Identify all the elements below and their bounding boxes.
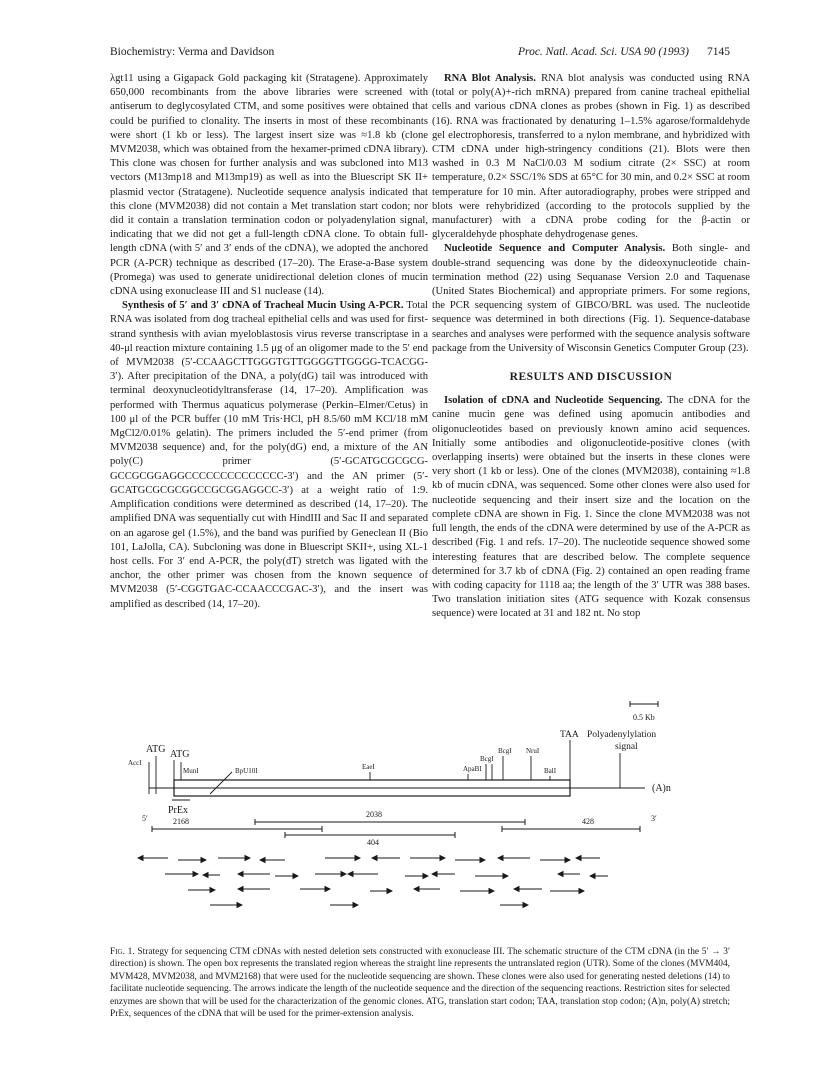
paragraph-sequence-analysis-body: Both single- and double-strand sequencing was done by the dideoxynucleotide chain-termination method (22) using Sequanase Version 2.0 and Taquenase (United States Biochemical) and appropriate primers. For some regions, the PCR sequencing system of GIBCO/BRL was used. The nucleotide sequence was determined in both directions (Fig. 1). Sequence-database searches and analyses were performed with the sequence analysis software package from the University of Wisconsin Genetics Computer Group (23). (432, 243, 750, 354)
caption-text: Strategy for sequencing CTM cDNAs with nested deletion sets constructed with exonuclease III. The schematic structure of the CTM cDNA (in the 5′ → 3′ direction) is shown. The open box represents the translated region whereas the straight line represents the untranslated region (UTR). Some of the clones (MVM404, MVM428, MVM2038, and MVM2168) that were used for the nucleotide sequencing are shown. These clones were also used for generating nested deletions (14) to facilitate nucleotide sequencing. The arrows indicate the length of the nucleotide sequence and the direction of the sequencing reactions. Restriction sites for selected enzymes are shown that will be used for the characterization of the genomic clones. ATG, translation start codon; TAA, translation stop codon; (A)n, poly(A) stretch; PrEx, sequences of the cDNA that will be used for the primer-extension analysis. (110, 947, 731, 1020)
right-column (432, 72, 750, 622)
muni-label: MunI (183, 767, 199, 775)
clone-2168-label: 2168 (173, 817, 189, 826)
bpu-label: BpU10I (235, 767, 258, 775)
cdna-map-diagram (110, 700, 730, 930)
paragraph-isolation-body: The cDNA for the canine mucin gene was defined using apomucin antibodies and oligonucleotides based on previously known amino acid sequences. Initially some antibodies and oligonucleotide-positive clones (with overlapping inserts) were obtained but the inserts in these clones were very short (1 kb or less). One of the clones (MVM2038), containing ≈1.8 kb of mucin cDNA, was sequenced. Some other clones were also used for nucleotide sequencing and their insert size and the location on the complete cDNA are shown in Fig. 1. Since the clone MVM2038 was not full length, the ends of the cDNA were determined by use of the A-PCR as described (Fig. 1 and refs. 17–20). The nucleotide sequence showed some interesting features that are described below. The complete sequence determined for 3.7 kb of cDNA (Fig. 2) contained an open reading frame with coding capacity for 1118 aa; the length of the 3′ UTR was 388 bases. Two translation initiation sites (ATG sequence with Kozak consensus sequence) were located at 31 and 182 nt. No stop (432, 395, 750, 620)
journal-name: Proc. Natl. Acad. Sci. USA 90 (1993) (518, 46, 689, 58)
atg-label-2: ATG (170, 749, 190, 760)
section-title: RESULTS AND DISCUSSION (509, 371, 673, 384)
accl-label: AccI (128, 759, 142, 767)
figure-1-caption (110, 946, 730, 1020)
bcgl-label-1: BcgI (480, 755, 494, 763)
bcgl-label-2: BcgI (498, 747, 512, 755)
eael-label: EaeI (362, 763, 375, 771)
apabl-label: ApaBI (463, 765, 482, 773)
paragraph-sequence-analysis (432, 242, 750, 356)
clone-2038-label: 2038 (366, 810, 382, 819)
page-header (110, 46, 730, 62)
paragraph-apcr (110, 299, 428, 611)
prex-label: PrEx (168, 805, 188, 816)
paragraph-isolation (432, 394, 750, 621)
run-in-heading: RNA Blot Analysis. (444, 73, 536, 84)
run-in-heading: Synthesis of 5′ and 3′ cDNA of Tracheal Mucin Using A-PCR. (122, 300, 404, 312)
five-prime-label: 5′ (142, 814, 148, 823)
clone-404-label: 404 (367, 838, 379, 847)
sequencing-arrows (138, 858, 608, 905)
paragraph-library-screening: λgt11 using a Gigapack Gold packaging kit (Stratagene). Approximately 650,000 recombinants from the above libraries were screened with antiserum to deglycosylated CTM, and some positives were obtained that could be purified to clonality. The inserts in most of these recombinants were short (1 kb or less). The largest insert size was ≈1.8 kb (clone MVM2038, which was obtained from the hexamer-primed cDNA library). This clone was chosen for further analysis and was subcloned into M13 vectors (M13mp18 and M13mp19) as well as into the Bluescript SK II+ plasmid vector (Stratagene). Nucleotide sequence analysis indicated that this clone (MVM2038) did not contain a Met translation start codon; nor did it contain a translation termination codon or polyadenylation signal, indicating that we did not get a full-length cDNA clone. To obtain full-length cDNA (with 5′ and 3′ ends of the cDNA), we adopted the anchored PCR (A-PCR) technique as described (17–20). The Erase-a-Base system (Promega) was used to generate unidirectional deletion clones of mucin cDNA using exonuclease III and S1 nuclease (14). (110, 73, 428, 298)
journal-citation (518, 46, 730, 58)
figure-1 (110, 700, 730, 930)
polya-label-2: signal (615, 742, 638, 752)
running-head: Biochemistry: Verma and Davidson (110, 46, 275, 58)
paragraph-rna-blot-body: RNA blot analysis was conducted using RNA (total or poly(A)+-rich mRNA) prepared from canine tracheal epithelial cells and various cDNA clones as probes (shown in Fig. 1) as described (16). RNA was fractionated by denaturing 1–1.5% agarose/formaldehyde gel electrophoresis, transferred to a nylon membrane, and hybridized with CTM cDNA under high-stringency conditions (21). Blots were then washed in 0.3 M NaCl/0.03 M sodium citrate (2× SSC) at room temperature, 0.2× SSC/1% SDS at 65°C for 30 min, and 0.2× SSC at room temperature for 10 min. After autoradiography, probes were stripped and blots were rehybridized (according to the protocols supplied by the manufacturer) with a cDNA probe coding for the β-actin or glyceraldehyde phosphate dehydrogenase genes. (432, 73, 750, 241)
polya-tail-label: (A)n (652, 783, 671, 794)
paragraph-rna-blot (432, 72, 750, 242)
atg-label-1: ATG (146, 744, 166, 755)
left-column (110, 72, 428, 612)
nrul-label: NruI (526, 747, 540, 755)
ball-label: BalI (544, 767, 557, 775)
run-in-heading: Nucleotide Sequence and Computer Analysis. (444, 243, 666, 255)
clone-428-label: 428 (582, 817, 594, 826)
run-in-heading: Isolation of cDNA and Nucleotide Sequencing. (444, 395, 663, 407)
three-prime-label: 3′ (651, 814, 657, 823)
taa-label: TAA (560, 730, 579, 740)
page-number: 7145 (707, 46, 730, 58)
polya-label-1: Polyadenylylation (587, 730, 657, 740)
paragraph-apcr-body: Total RNA was isolated from dog tracheal epithelial cells and was used for first-strand synthesis with avian myeloblastosis virus reverse transcriptase in a 40-μl reaction mixture containing 1.5 μg of an oligomer made to the 5′ end of MVM2038 (5′-CCAAGCTTGGGTGTTGGGGTTGGGG-TCACGG-3′). After precipitation of the DNA, a poly(dG) tail was introduced with terminal deoxynucleotidyltransferase (14, 17–20). Amplification was performed with Thermus aquaticus polymerase (Perkin–Elmer/Cetus) in 100 μl of the PCR buffer (10 mM Tris·HCl, pH 8.5/60 mM KCl/18 mM MgCl2/0.01% gelatin). The primers included the 5′-end primer (from MVM2038 sequence) and, for the poly(dG) end, a mixture of the AN poly(C) primer (5′-GCATGCGCGCG-GCCGCGGAGGCCCCCCCCCCCCCC-3′) and the AN primer (5′-GCATGCGCGCGGCCGCGGAGGCC-3′) at a weight ratio of 1:9. Amplification conditions were determined as described (14, 17–20). The amplified DNA was sequentially cut with HindIII and Sac II and separated on an agarose gel (1.5%), and the band was purified by Geneclean II (Bio 101, LaJolla, CA). Subcloning was done in Bluescript SKII+, using XL-1 host cells. For 3′ end A-PCR, the poly(dT) stretch was ligated with the anchor, the other primer was chosen from the known sequence of MVM2038 (5′-CGGTGAC-CCAACCCGAC-3′), and the insert was amplified as described (14, 17–20). (110, 300, 429, 610)
scale-label: 0.5 Kb (633, 713, 655, 722)
figure-label: Fig. 1. (110, 947, 135, 957)
